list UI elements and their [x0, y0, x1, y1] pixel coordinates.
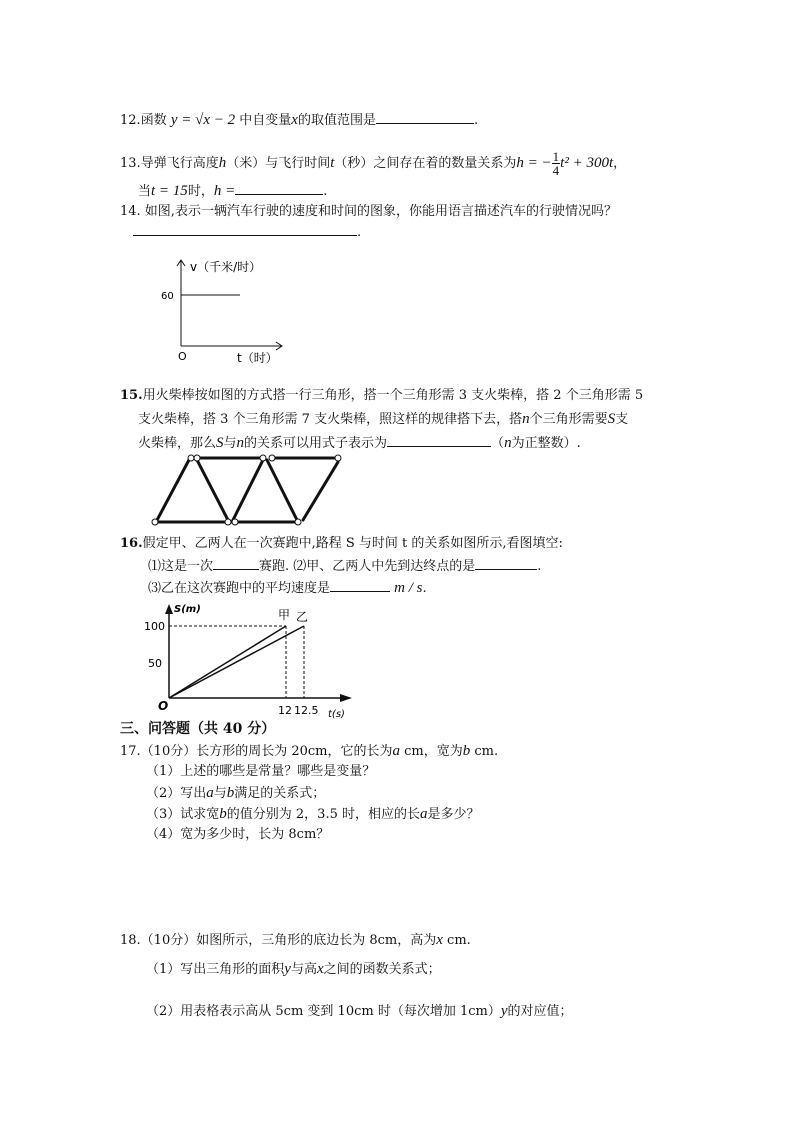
q15-line1: 用火柴棒按如图的方式搭一行三角形，搭一个三角形需 3 支火柴棒，搭 2 个三角形需 5: [142, 388, 644, 403]
q14-answer-blank[interactable]: [133, 222, 357, 236]
q15-answer-blank[interactable]: [387, 433, 491, 447]
q16-p1-c: .: [537, 559, 542, 574]
q13-line2-a: 当: [138, 184, 152, 199]
q12-var: x: [291, 112, 298, 128]
q18-s1-var-x: x: [316, 961, 324, 977]
q17-sub-3: [146, 805, 480, 824]
q13-end: .: [323, 184, 328, 199]
q12-text-post2: 的取值范围是: [297, 113, 376, 128]
q18-s1-a: （1）写出三角形的面积: [146, 962, 285, 977]
section-3-title: 三、问答题（共 40 分）: [120, 721, 276, 737]
q13-formula-rhs: t² + 300t: [560, 155, 614, 171]
q12-number: 12.: [120, 113, 141, 128]
q12-end: .: [473, 113, 479, 128]
q12-text-pre: 函数: [140, 113, 167, 128]
question-16: [120, 535, 563, 553]
q16-p3-end: .: [422, 581, 427, 596]
q17-sub-4: （4）宽为多少时，长为 8cm？: [146, 827, 330, 842]
q15-line3-a: 火柴棒，那么: [138, 436, 217, 451]
q16-p1-b: 赛跑. ⑵甲、乙两人中先到达终点的是: [259, 559, 476, 574]
question-15-line2: [138, 410, 628, 429]
q15-var-n-3: n: [504, 435, 512, 451]
graph16-ylabel: S(m): [174, 604, 201, 615]
q15-var-n-2: n: [236, 435, 245, 451]
graph16-line-yi: [169, 626, 304, 698]
q18-head-a: 18.（10分）如图所示，三角形的底边长为 8cm，高为: [120, 933, 437, 948]
question-13-line2: [138, 181, 327, 201]
q18-sub-2: [146, 1002, 573, 1021]
graph14-ylabel: v（千米/时）: [190, 260, 262, 274]
q13-answer-blank[interactable]: [235, 181, 323, 195]
q17-s3-var-a: a: [420, 806, 428, 822]
q18-var-x: x: [436, 932, 443, 948]
q13-fraction: [552, 150, 561, 177]
question-15-line3: [138, 433, 581, 453]
question-18: [120, 931, 471, 950]
q15-paren-b: 为正整数）.: [511, 436, 581, 451]
q17-head-a: 17.（10分）长方形的周长为 20cm，它的长为: [120, 744, 393, 759]
q17-var-a: a: [392, 743, 400, 759]
q12-answer-blank[interactable]: [376, 110, 474, 124]
graph16-label-yi: 乙: [296, 610, 309, 624]
q17-s2-var-a: a: [206, 785, 214, 801]
q13-formula-lhs: h = −: [516, 155, 552, 171]
q18-s1-var-y: y: [284, 961, 291, 977]
graph16-label-jia: 甲: [278, 608, 291, 622]
q15-var-s-2: S: [216, 435, 224, 451]
q13-number: 13.: [120, 156, 141, 171]
q14-end: .: [357, 225, 362, 240]
q17-s2-c: 满足的关系式；: [234, 786, 326, 801]
graph16-xtick-12: 12: [278, 704, 292, 717]
graph16-xlabel: t(s): [328, 709, 345, 720]
q17-s2-b: 与: [213, 786, 227, 801]
velocity-time-graph: [150, 252, 290, 370]
q18-sub-1: [146, 960, 441, 979]
q18-s2-b: 的对应值；: [507, 1004, 573, 1019]
q16-p3-a: ⑶乙在这次赛跑中的平均速度是: [148, 581, 331, 596]
q15-line3-c: 的关系可以用式子表示为: [244, 436, 388, 451]
q16-blank-2[interactable]: [475, 556, 537, 570]
q15-line3-b: 与: [223, 436, 237, 451]
q13-var-h: h: [218, 155, 227, 171]
q13-var-t: t: [330, 155, 335, 171]
q13-frac-den: 4: [552, 163, 560, 178]
q17-head-c: cm.: [474, 744, 499, 759]
q13-text-b: （米）与飞行时间: [226, 156, 331, 171]
question-14: 14. 如图,表示一辆汽车行驶的速度和时间的图象，你能用语言描述汽车的行驶情况吗？: [120, 204, 617, 219]
q17-s3-c: 是多少？: [427, 807, 480, 822]
graph14-origin: O: [178, 350, 187, 363]
q18-s1-b: 与高: [290, 962, 317, 977]
question-13: [120, 150, 626, 177]
q15-var-n: n: [522, 411, 530, 427]
graph14-ytick: 60: [161, 291, 174, 302]
matchstick-triangles-figure: [148, 452, 348, 528]
q17-sub-1: （1）上述的哪些是常量？哪些是变量？: [146, 764, 376, 779]
graph16-x-arrow: [340, 694, 352, 702]
q16-blank-1[interactable]: [213, 556, 259, 570]
graph16-y-arrow: [165, 604, 173, 614]
q12-text-post: 中自变量: [239, 113, 292, 128]
graph16-ytick-50: 50: [148, 657, 162, 670]
q13-line2-b: 时，: [187, 184, 214, 199]
q15-var-s: S: [607, 411, 616, 427]
q17-s3-a: （3）试求宽: [146, 807, 220, 822]
graph16-origin: O: [158, 699, 169, 713]
q18-s1-c: 之间的函数关系式；: [323, 962, 441, 977]
graph16-xtick-12-5: 12.5: [294, 704, 319, 717]
race-distance-time-graph: [136, 600, 362, 722]
q18-s2-a: （2）用表格表示高从 5cm 变到 10cm 时（每次增加 1cm）: [146, 1004, 501, 1019]
graph16-ytick-100: 100: [144, 620, 165, 633]
graph16-line-jia: [169, 626, 286, 698]
q17-var-b: b: [462, 743, 471, 759]
q18-head-b: cm.: [447, 933, 471, 948]
q17-s2-var-b: b: [226, 785, 235, 801]
q17-s3-var-b: b: [219, 806, 227, 822]
q13-text-c: （秒）之间存在着的数量关系为: [334, 156, 517, 171]
q17-head-b: cm，宽为: [404, 744, 463, 759]
q15-line2-b: 个三角形需要: [529, 412, 608, 427]
q15-line2-c: 支: [615, 412, 629, 427]
q13-condition: t = 15: [151, 183, 188, 199]
q15-line2-a: 支火柴棒，搭 3 个三角形需 7 支火柴棒，照这样的规律搭下去，搭: [138, 412, 523, 427]
q13-comma: ，: [613, 156, 627, 171]
q16-p1-a: ⑴这是一次: [148, 559, 214, 574]
question-16-part3: [148, 578, 427, 598]
question-12: [120, 110, 478, 130]
q16-number: 16.: [120, 536, 143, 551]
q16-blank-3[interactable]: [330, 578, 390, 592]
graph14-xlabel: t（时）: [237, 351, 278, 365]
q13-text-a: 导弹飞行高度: [140, 156, 219, 171]
q12-function: y = √x − 2: [170, 112, 236, 128]
q18-s2-var-y: y: [500, 1003, 508, 1019]
q17-s2-a: （2）写出: [146, 786, 207, 801]
q13-frac-num: 1: [552, 149, 560, 164]
q15-paren-a: （: [491, 436, 505, 451]
question-17: [120, 742, 498, 761]
q17-sub-2: [146, 784, 325, 803]
q16-line1: 假定甲、乙两人在一次赛跑中,路程 S 与时间 t 的关系如图所示,看图填空:: [142, 536, 563, 551]
q16-unit: m / s: [394, 580, 423, 596]
q17-s3-b: 的值分别为 2，3.5 时，相应的长: [226, 807, 420, 822]
question-16-parts: [148, 556, 541, 576]
q15-number: 15.: [120, 388, 143, 403]
question-14-answer-line: [133, 222, 361, 242]
question-15: [120, 387, 643, 405]
q13-h-eq: h =: [213, 183, 236, 199]
